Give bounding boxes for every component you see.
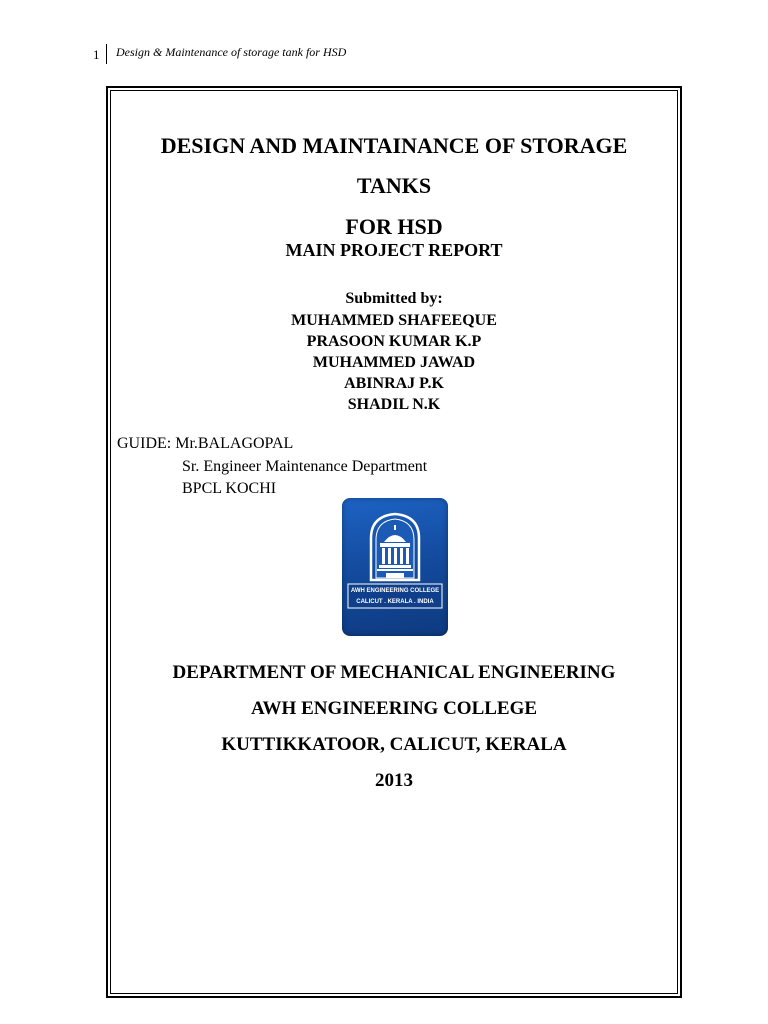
department-name: DEPARTMENT OF MECHANICAL ENGINEERING: [172, 662, 616, 683]
report-year: 2013: [375, 770, 413, 791]
college-emblem-icon: [342, 498, 448, 636]
page-number: 1: [93, 47, 100, 62]
college-name: AWH ENGINEERING COLLEGE: [250, 698, 538, 719]
guide-organization: BPCL KOCHI: [182, 480, 277, 497]
member-name: ABINRAJ P.K: [344, 375, 444, 392]
header-divider: [106, 44, 107, 64]
guide-label: GUIDE: Mr.BALAGOPAL: [117, 435, 294, 452]
logo-text-location: CALICUT . KERALA . INDIA: [356, 599, 434, 605]
college-address: KUTTIKKATOOR, CALICUT, KERALA: [221, 734, 567, 755]
submitted-by-label: Submitted by:: [345, 290, 443, 307]
logo-text-college: AWH ENGINEERING COLLEGE: [350, 588, 440, 594]
member-name: MUHAMMED SHAFEEQUE: [291, 312, 497, 329]
title-line-1: DESIGN AND MAINTAINANCE OF STORAGE: [160, 133, 628, 158]
college-logo: [342, 498, 448, 636]
member-name: PRASOON KUMAR K.P: [306, 333, 482, 350]
title-line-3: FOR HSD: [345, 214, 443, 239]
report-subtitle: MAIN PROJECT REPORT: [285, 240, 503, 260]
running-title: Design & Maintenance of storage tank for HSD: [116, 45, 347, 59]
guide-designation: Sr. Engineer Maintenance Department: [182, 458, 428, 475]
member-name: MUHAMMED JAWAD: [312, 354, 476, 371]
member-name: SHADIL N.K: [347, 396, 441, 413]
title-line-2: TANKS: [356, 173, 432, 198]
